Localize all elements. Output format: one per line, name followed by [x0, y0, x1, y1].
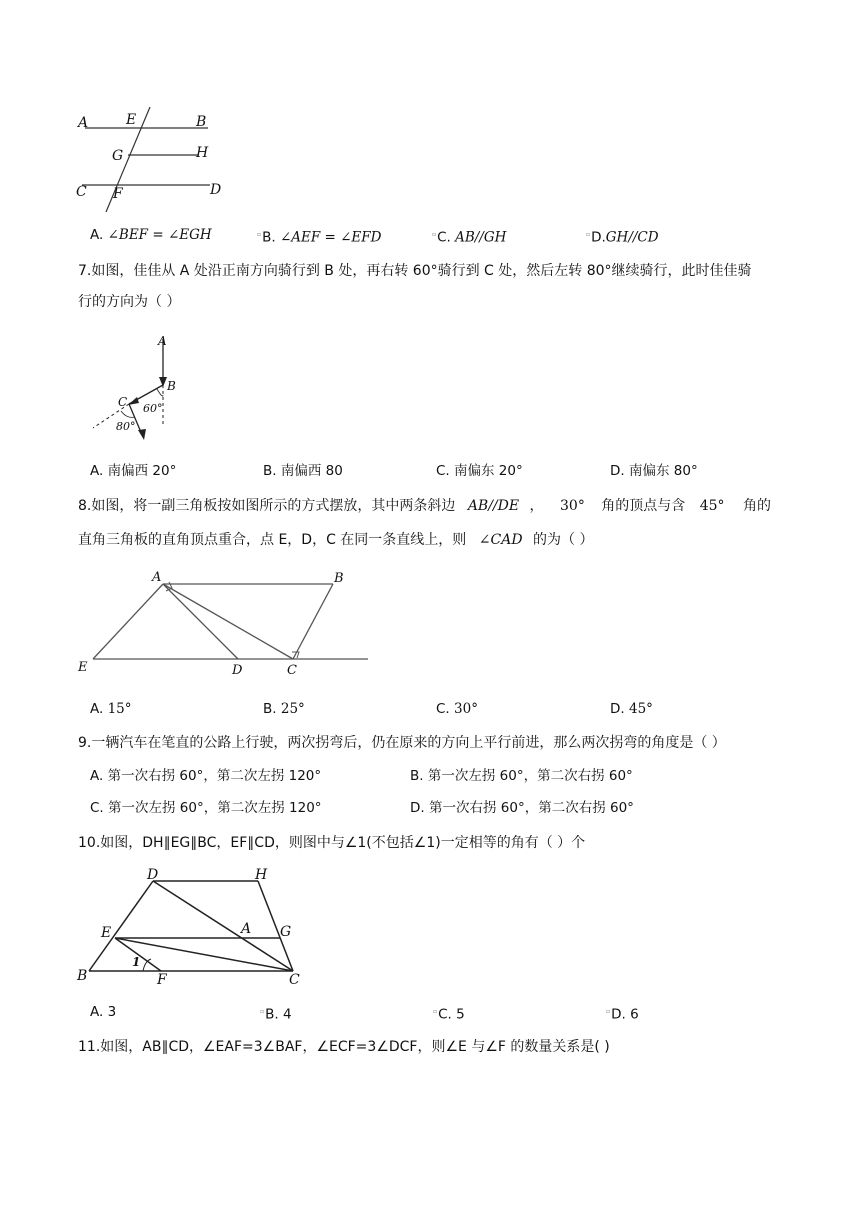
- q8-option-c: C. 30°: [436, 701, 478, 717]
- label-D: D: [232, 663, 243, 678]
- angle-60: 60°: [143, 402, 163, 415]
- q9-line: 9.一辆汽车在笔直的公路上行驶，两次拐弯后，仍在原来的方向上平行前进，那么两次拐弯的角度是（ ）: [78, 735, 726, 751]
- label-C: C: [76, 184, 87, 200]
- label-H: H: [255, 867, 268, 883]
- q8-line-2: 直角三角板的直角顶点重合，点 E，D，C 在同一条直线上，则 ∠CAD 的为（ ）: [78, 532, 594, 548]
- q7-option-d: D. 南偏东 80°: [610, 463, 698, 479]
- q9-option-d: D. 第一次右拐 60°，第二次右拐 60°: [410, 800, 634, 816]
- q8-option-d: D. 45°: [610, 701, 653, 717]
- label-C: C: [118, 395, 128, 409]
- label-E: E: [126, 112, 137, 128]
- label-C: C: [289, 972, 300, 988]
- q8-option-a: A. 15°: [90, 701, 132, 717]
- figure-q6-parallel-lines: [70, 105, 240, 215]
- label-A: A: [78, 115, 89, 131]
- q8-line-1: 8.如图，将一副三角板按如图所示的方式摆放，其中两条斜边 AB//DE ， 30° 角的顶点与含 45° 角的: [78, 498, 772, 514]
- q7-option-c: C. 南偏东 20°: [436, 463, 523, 479]
- q10-option-c: ▫C. 5: [433, 1006, 465, 1023]
- q10-option-a: A. 3: [90, 1004, 117, 1020]
- q9-option-a: A. 第一次右拐 60°，第二次左拐 120°: [90, 768, 322, 784]
- label-E: E: [101, 925, 112, 941]
- q10-option-b: ▫B. 4: [260, 1006, 292, 1023]
- q6-option-a: A. ∠BEF = ∠EGH: [90, 227, 212, 243]
- q9-option-b: B. 第一次左拐 60°，第二次右拐 60°: [410, 768, 633, 784]
- label-B: B: [334, 571, 344, 586]
- label-1: 1: [132, 955, 141, 969]
- q6-option-b: ▫B. ∠AEF = ∠EFD: [257, 229, 382, 246]
- label-B: B: [196, 114, 207, 130]
- q6-option-d: ▫D.GH//CD: [586, 229, 659, 246]
- label-A: A: [152, 570, 162, 585]
- q10-line: 10.如图，DH∥EG∥BC，EF∥CD，则图中与∠1(不包括∠1)一定相等的角有（ ）个: [78, 835, 586, 851]
- q10-option-d: ▫D. 6: [606, 1006, 639, 1023]
- q7-line-1: 7.如图，佳佳从 A 处沿正南方向骑行到 B 处，再右转 60°骑行到 C 处，然后左转 80°继续骑行，此时佳佳骑: [78, 263, 752, 279]
- label-B: B: [77, 968, 88, 984]
- figure-q8-triangle-boards: [78, 570, 378, 680]
- q11-line: 11.如图，AB∥CD，∠EAF=3∠BAF，∠ECF=3∠DCF，则∠E 与∠F 的数量关系是( ): [78, 1039, 610, 1055]
- label-H: H: [196, 145, 209, 161]
- q7-option-a: A. 南偏西 20°: [90, 463, 177, 479]
- label-B: B: [167, 379, 176, 393]
- label-F: F: [157, 972, 167, 988]
- label-F: F: [113, 186, 123, 202]
- figure-q10-parallel-segments: [75, 865, 315, 990]
- label-A: A: [158, 334, 167, 348]
- label-E: E: [78, 660, 88, 675]
- q9-option-c: C. 第一次左拐 60°，第二次左拐 120°: [90, 800, 322, 816]
- label-D: D: [210, 182, 222, 198]
- angle-80: 80°: [116, 420, 136, 433]
- q6-option-c: ▫C. AB//GH: [432, 229, 507, 246]
- label-G: G: [112, 148, 124, 164]
- q8-option-b: B. 25°: [263, 701, 305, 717]
- q7-line-2: 行的方向为（ ）: [78, 294, 181, 310]
- label-A: A: [241, 921, 252, 937]
- q7-option-b: B. 南偏西 80: [263, 463, 343, 479]
- figure-q7-riding-path: [85, 333, 195, 448]
- label-D: D: [147, 867, 159, 883]
- label-C: C: [287, 663, 297, 678]
- label-G: G: [280, 924, 292, 940]
